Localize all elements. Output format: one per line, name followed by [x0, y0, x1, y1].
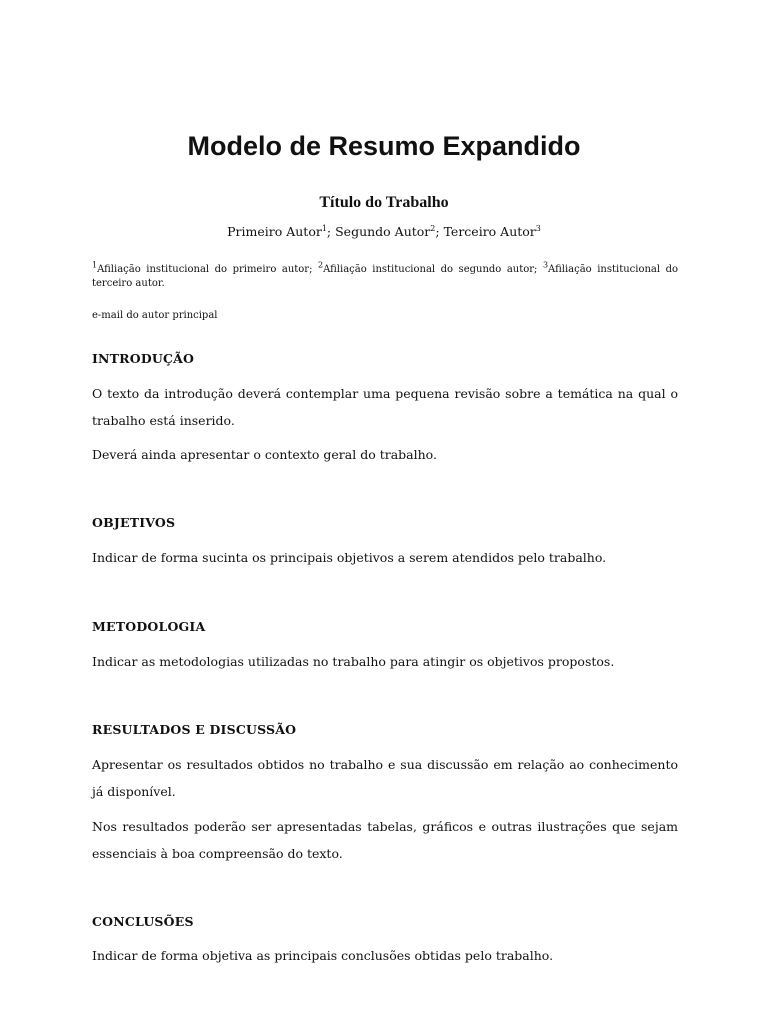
- section-heading-conclusoes: CONCLUSÕES: [92, 914, 194, 929]
- author-name: Segundo Autor: [335, 224, 431, 239]
- author-mark: 2: [430, 223, 436, 233]
- author-name: Terceiro Autor: [443, 224, 536, 239]
- section-paragraph: Indicar de forma sucinta os principais objetivos a serem atendidos pelo trabalho.: [92, 550, 607, 565]
- section-paragraph: Nos resultados poderão ser apresentadas tabelas, gráficos e outras ilustrações que sejam essenciais à boa compreensão do texto.: [92, 819, 678, 861]
- section-heading-resultados: RESULTADOS E DISCUSSÃO: [92, 722, 297, 737]
- affiliation-mark: 2: [317, 260, 324, 270]
- affiliation-text: Afiliação institucional do segundo autor;: [323, 264, 543, 275]
- section-heading-metodologia: METODOLOGIA: [92, 619, 206, 634]
- affiliation-text: Afiliação institucional do primeiro autor;: [97, 264, 318, 275]
- page-title: Modelo de Resumo Expandido: [187, 131, 581, 161]
- affiliation-mark: 1: [92, 260, 98, 270]
- section-paragraph: Indicar as metodologias utilizadas no trabalho para atingir os objetivos propostos.: [92, 654, 615, 669]
- author-name: Primeiro Autor: [227, 224, 322, 239]
- section-paragraph: O texto da introdução deverá contemplar uma pequena revisão sobre a temática na qual o trabalho está inserido.: [92, 386, 678, 428]
- author-mark: 1: [321, 223, 327, 233]
- author-email-label: e-mail do autor principal: [92, 310, 218, 321]
- author-separator: ;: [326, 224, 336, 239]
- section-paragraph: Deverá ainda apresentar o contexto geral do trabalho.: [92, 447, 437, 462]
- section-paragraph: Indicar de forma objetiva as principais conclusões obtidas pelo trabalho.: [92, 948, 554, 963]
- affiliations: [92, 260, 679, 291]
- author-separator: ;: [435, 224, 444, 239]
- affiliation-mark: 3: [542, 260, 549, 270]
- section-paragraph: Apresentar os resultados obtidos no trabalho e sua discussão em relação ao conhecimento já disponível.: [92, 757, 678, 799]
- section-heading-introducao: INTRODUÇÃO: [92, 351, 195, 366]
- author-list: [0, 222, 768, 242]
- section-heading-objetivos: OBJETIVOS: [92, 515, 176, 530]
- work-title: Título do Trabalho: [319, 194, 449, 211]
- author-mark: 3: [535, 223, 541, 233]
- affiliation-text: Afiliação institucional do terceiro autor.: [92, 264, 679, 289]
